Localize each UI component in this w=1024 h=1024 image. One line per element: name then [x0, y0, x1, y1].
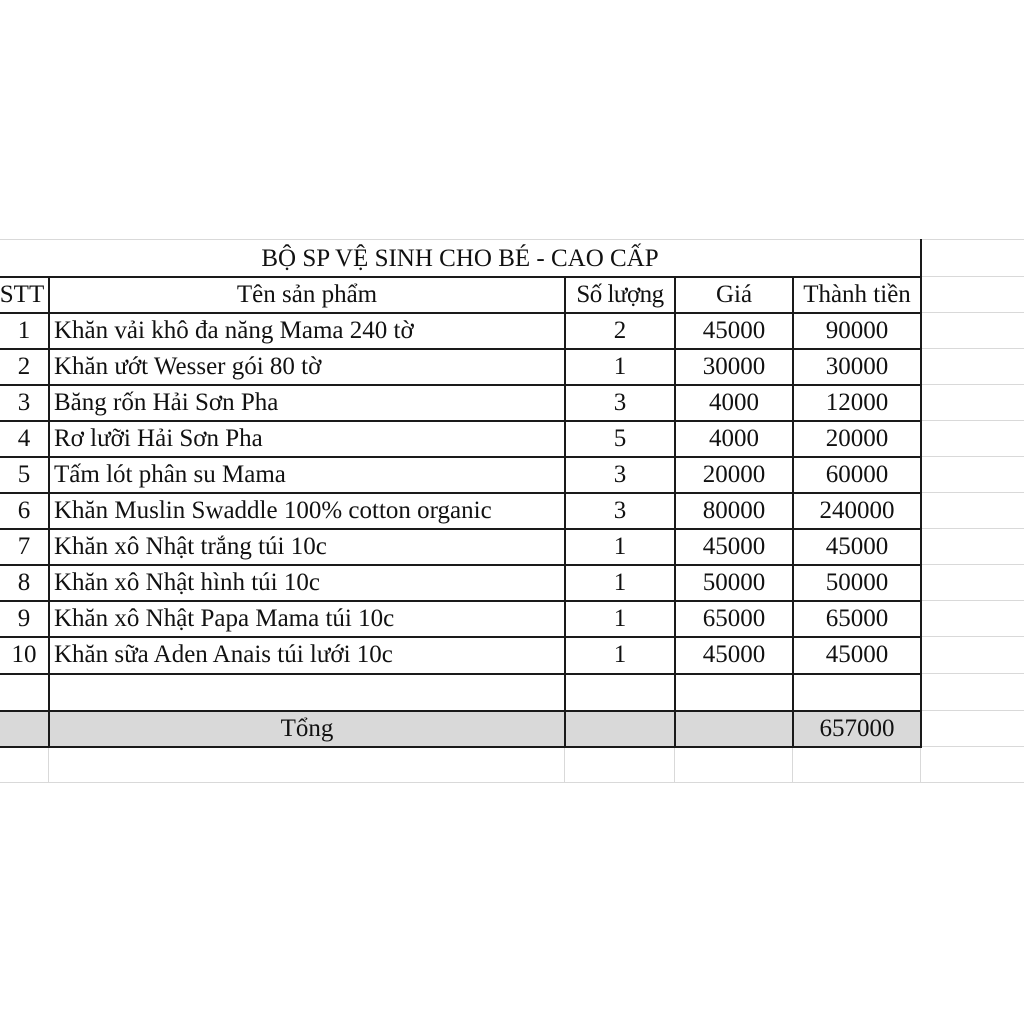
cell-quantity[interactable]: 3: [613, 389, 627, 416]
gridline: [920, 528, 1024, 529]
cell-stt[interactable]: 9: [17, 605, 31, 632]
gridline: [48, 746, 49, 783]
cell-product-name[interactable]: Tấm lót phân su Mama: [54, 461, 286, 488]
gridline: [920, 312, 1024, 313]
cell-stt[interactable]: 10: [11, 641, 37, 668]
cell-line-total[interactable]: 65000: [825, 605, 889, 632]
cell-price[interactable]: 4000: [709, 389, 759, 416]
gridline: [920, 276, 1024, 277]
cell-quantity[interactable]: 1: [613, 569, 627, 596]
gridline: [920, 746, 1024, 747]
gridline: [920, 492, 1024, 493]
cell-price[interactable]: 45000: [702, 533, 766, 560]
gridline: [920, 600, 1024, 601]
border: [920, 239, 922, 748]
gridline: [0, 782, 1024, 783]
gridline: [920, 710, 1024, 711]
cell-product-name[interactable]: Khăn Muslin Swaddle 100% cotton organic: [54, 497, 492, 524]
cell-quantity[interactable]: 3: [613, 461, 627, 488]
cell-stt[interactable]: 5: [17, 461, 31, 488]
cell-quantity[interactable]: 5: [613, 425, 627, 452]
gridline: [920, 420, 1024, 421]
cell-quantity[interactable]: 1: [613, 533, 627, 560]
header-quantity[interactable]: Số lượng: [576, 281, 664, 308]
gridline: [792, 746, 793, 783]
cell-price[interactable]: 45000: [702, 317, 766, 344]
cell-line-total[interactable]: 90000: [825, 317, 889, 344]
cell-product-name[interactable]: Băng rốn Hải Sơn Pha: [54, 389, 279, 416]
border: [0, 673, 922, 675]
cell-price[interactable]: 80000: [702, 497, 766, 524]
cell-price[interactable]: 45000: [702, 641, 766, 668]
cell-quantity[interactable]: 1: [613, 353, 627, 380]
cell-line-total[interactable]: 60000: [825, 461, 889, 488]
cell-price[interactable]: 4000: [709, 425, 759, 452]
gridline: [920, 746, 921, 783]
cell-line-total[interactable]: 45000: [825, 641, 889, 668]
cell-stt[interactable]: 1: [17, 317, 31, 344]
cell-stt[interactable]: 2: [17, 353, 31, 380]
sheet-title[interactable]: BỘ SP VỆ SINH CHO BÉ - CAO CẤP: [261, 245, 659, 272]
cell-price[interactable]: 20000: [702, 461, 766, 488]
cell-price[interactable]: 65000: [702, 605, 766, 632]
cell-product-name[interactable]: Khăn sữa Aden Anais túi lưới 10c: [54, 641, 393, 668]
gridline: [920, 456, 1024, 457]
cell-stt[interactable]: 6: [17, 497, 31, 524]
cell-product-name[interactable]: Khăn ướt Wesser gói 80 tờ: [54, 353, 322, 380]
cell-line-total[interactable]: 45000: [825, 533, 889, 560]
cell-stt[interactable]: 7: [17, 533, 31, 560]
total-label[interactable]: Tổng: [280, 715, 334, 742]
total-value[interactable]: 657000: [819, 715, 895, 742]
gridline: [920, 348, 1024, 349]
gridline: [920, 673, 1024, 674]
gridline: [564, 746, 565, 783]
cell-quantity[interactable]: 2: [613, 317, 627, 344]
cell-line-total[interactable]: 50000: [825, 569, 889, 596]
cell-quantity[interactable]: 1: [613, 605, 627, 632]
cell-quantity[interactable]: 1: [613, 641, 627, 668]
gridline: [920, 384, 1024, 385]
cell-quantity[interactable]: 3: [613, 497, 627, 524]
cell-price[interactable]: 30000: [702, 353, 766, 380]
cell-stt[interactable]: 4: [17, 425, 31, 452]
header-product-name[interactable]: Tên sản phẩm: [236, 281, 378, 308]
cell-stt[interactable]: 3: [17, 389, 31, 416]
cell-line-total[interactable]: 30000: [825, 353, 889, 380]
header-price[interactable]: Giá: [715, 281, 753, 308]
cell-price[interactable]: 50000: [702, 569, 766, 596]
cell-stt[interactable]: 8: [17, 569, 31, 596]
gridline: [0, 239, 1024, 240]
cell-line-total[interactable]: 240000: [819, 497, 895, 524]
cell-product-name[interactable]: Khăn xô Nhật trắng túi 10c: [54, 533, 327, 560]
gridline: [674, 746, 675, 783]
cell-product-name[interactable]: Rơ lưỡi Hải Sơn Pha: [54, 425, 263, 452]
header-stt[interactable]: STT: [0, 281, 45, 308]
cell-line-total[interactable]: 12000: [825, 389, 889, 416]
gridline: [920, 564, 1024, 565]
header-line-total[interactable]: Thành tiền: [803, 281, 911, 308]
cell-product-name[interactable]: Khăn xô Nhật Papa Mama túi 10c: [54, 605, 395, 632]
cell-product-name[interactable]: Khăn vải khô đa năng Mama 240 tờ: [54, 317, 414, 344]
gridline: [920, 636, 1024, 637]
cell-product-name[interactable]: Khăn xô Nhật hình túi 10c: [54, 569, 320, 596]
cell-line-total[interactable]: 20000: [825, 425, 889, 452]
